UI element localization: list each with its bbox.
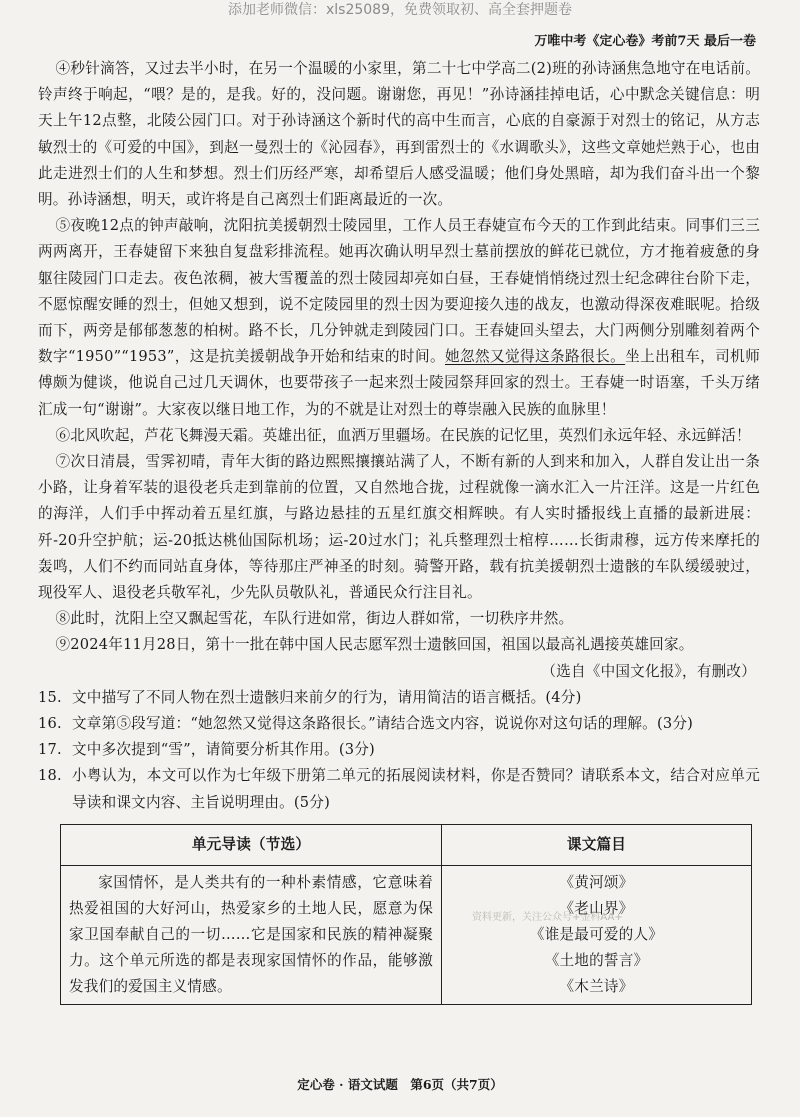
- article-source: （选自《中国文化报》，有删改）: [541, 662, 756, 680]
- lesson-item: 《谁是最可爱的人》: [529, 925, 664, 943]
- watermark-text: 添加老师微信：xls25089，免费领取初、高全套押题卷: [227, 2, 572, 18]
- lesson-list: [442, 865, 752, 1004]
- paragraph-5-underlined-sentence: 她忽然又觉得这条路很长。: [444, 348, 626, 366]
- question-15: [38, 685, 760, 711]
- paragraph-4: ④秒针滴答，又过去半小时，在另一个温暖的小家里，第二十七中学高二(2)班的孙诗涵焦急地守在电话前。铃声终于响起，“喂？是的，是我。好的，没问题。谢谢您，再见！”孙诗涵挂掉电话，心中默念关键信息：明天上午12点整，北陵公园门口。对于孙诗涵这个新时代的高中生而言，心底的自豪源于对烈士的铭记，从方志敏烈士的《可爱的中国》，到赵一曼烈士的《沁园春》，再到雷烈士的《水调歌头》，这些文章她烂熟于心，也由此走进烈士们的人生和梦想。烈士们历经严寒，却希望后人感受温暖；他们身处黑暗，却为我们奋斗出一个黎明。孙诗涵想，明天，或许将是自己离烈士们距离最近的一次。: [38, 60, 760, 209]
- question-number: 18.: [38, 767, 62, 785]
- paragraph-8: ⑧此时，沈阳上空又飘起雪花，车队行进如常，街边人群如常，一切秩序井然。: [55, 610, 574, 628]
- question-17: [38, 737, 760, 763]
- paragraph-9: ⑨2024年11月28日，第十一批在韩中国人民志愿军烈士遗骸回国，祖国以最高礼遇接英雄回家。: [55, 636, 694, 654]
- paragraph-6: ⑥北风吹起，芦花飞舞漫天霜。英雄出征，血洒万里疆场。在民族的记忆里，英烈们永远年轻、永远鲜活！: [55, 426, 751, 444]
- unit-guide-text: 家国情怀，是人类共有的一种朴素情感，它意味着热爱祖国的大好河山，热爱家乡的土地人民，愿意为保家卫国奉献自己的一切……它是国家和民族的精神凝聚力。这个单元所选的都是表现家国情怀的作品，能够激发我们的爱国主义情感。: [61, 865, 442, 1004]
- table-header-lessons: 课文篇目: [442, 824, 752, 865]
- question-text: 文中多次提到“雪”，请简要分析其作用。(3分): [72, 741, 375, 759]
- question-number: 15.: [38, 688, 62, 706]
- question-number: 16.: [38, 715, 62, 733]
- lesson-item: 《黄河颂》: [559, 873, 634, 891]
- page-footer: 定心卷 · 语文试题 第6页（共7页）: [297, 1077, 503, 1092]
- paragraph-5: [38, 213, 760, 423]
- question-text: 文章第⑤段写道：“她忽然又觉得这条路很长。”请结合选文内容，说说你对这句话的理解。(3分): [72, 715, 694, 733]
- lesson-item: 《土地的誓言》: [544, 951, 649, 969]
- question-list: [38, 685, 760, 816]
- lesson-item: 《木兰诗》: [559, 977, 634, 995]
- article-body: [38, 56, 760, 1005]
- page-header: 万唯中考《定心卷》考前7天 最后一卷: [534, 34, 756, 49]
- table-row: [61, 865, 752, 1004]
- question-text: 小粤认为，本文可以作为七年级下册第二单元的拓展阅读材料，你是否赞同？请联系本文，结合对应单元导读和课文内容、主旨说明理由。(5分): [72, 767, 760, 811]
- table-header-guide: 单元导读（节选）: [61, 824, 442, 865]
- faint-watermark: 资料更新，关注公众号+金科AA+: [472, 912, 623, 923]
- question-16: [38, 711, 760, 737]
- paragraph-7: ⑦次日清晨，雪霁初晴，青年大街的路边熙熙攘攘站满了人，不断有新的人到来和加入，人群自发让出一条小路，让身着军装的退役老兵走到靠前的位置，又自然地合拢，过程就像一滴水汇入一片汪洋。这是一片红色的海洋，人们手中挥动着五星红旗，与路边悬挂的五星红旗交相辉映。有人实时播报线上直播的最新进展：歼-20升空护航；运-20抵达桃仙国际机场；运-20过水门；礼兵整理烈士棺椁……长街肃穆，远方传来摩托的轰鸣，人们不约而同站直身体，等待那庄严神圣的时刻。骑警开路，载有抗美援朝烈士遗骸的车队缓缓驶过，现役军人、退役老兵敬军礼，少先队员敬队礼，普通民众行注目礼。: [38, 453, 760, 602]
- lesson-item: 《老山界》: [559, 899, 634, 917]
- question-18: [38, 763, 760, 815]
- paragraph-5-part-b: 坐上出租车，司机师傅颇为健谈，他说自己过几天调休，也要带孩子一起来烈士陵园祭拜回家的烈士。王春婕一时语塞，千头万绪汇成一句“谢谢”。大家夜以继日地工作，为的不就是让对烈士的尊崇融入民族的血脉里！: [38, 348, 760, 418]
- reference-table: [60, 824, 752, 1005]
- question-text: 文中描写了不同人物在烈士遗骸归来前夕的行为，请用简洁的语言概括。(4分): [72, 688, 582, 706]
- paragraph-5-part-a: ⑤夜晚12点的钟声敲响，沈阳抗美援朝烈士陵园里，工作人员王春婕宣布今天的工作到此结束。同事们三三两两离开，王春婕留下来独自复盘彩排流程。她再次确认明早烈士墓前摆放的鲜花已就位，方才拖着疲惫的身躯往陵园门口走去。夜色浓稠，被大雪覆盖的烈士陵园却亮如白昼，王春婕悄悄绕过烈士纪念碑往台阶下走，不愿惊醒安睡的烈士，但她又想到，说不定陵园里的烈士因为要迎接久违的战友，也激动得深夜难眠呢。拾级而下，两旁是郁郁葱葱的柏树。路不长，几分钟就走到陵园门口。王春婕回头望去，大门两侧分别雕刻着两个数字“1950”“1953”，这是抗美援朝战争开始和结束的时间。: [38, 217, 760, 366]
- question-number: 17.: [38, 741, 62, 759]
- table-header-row: [61, 824, 752, 865]
